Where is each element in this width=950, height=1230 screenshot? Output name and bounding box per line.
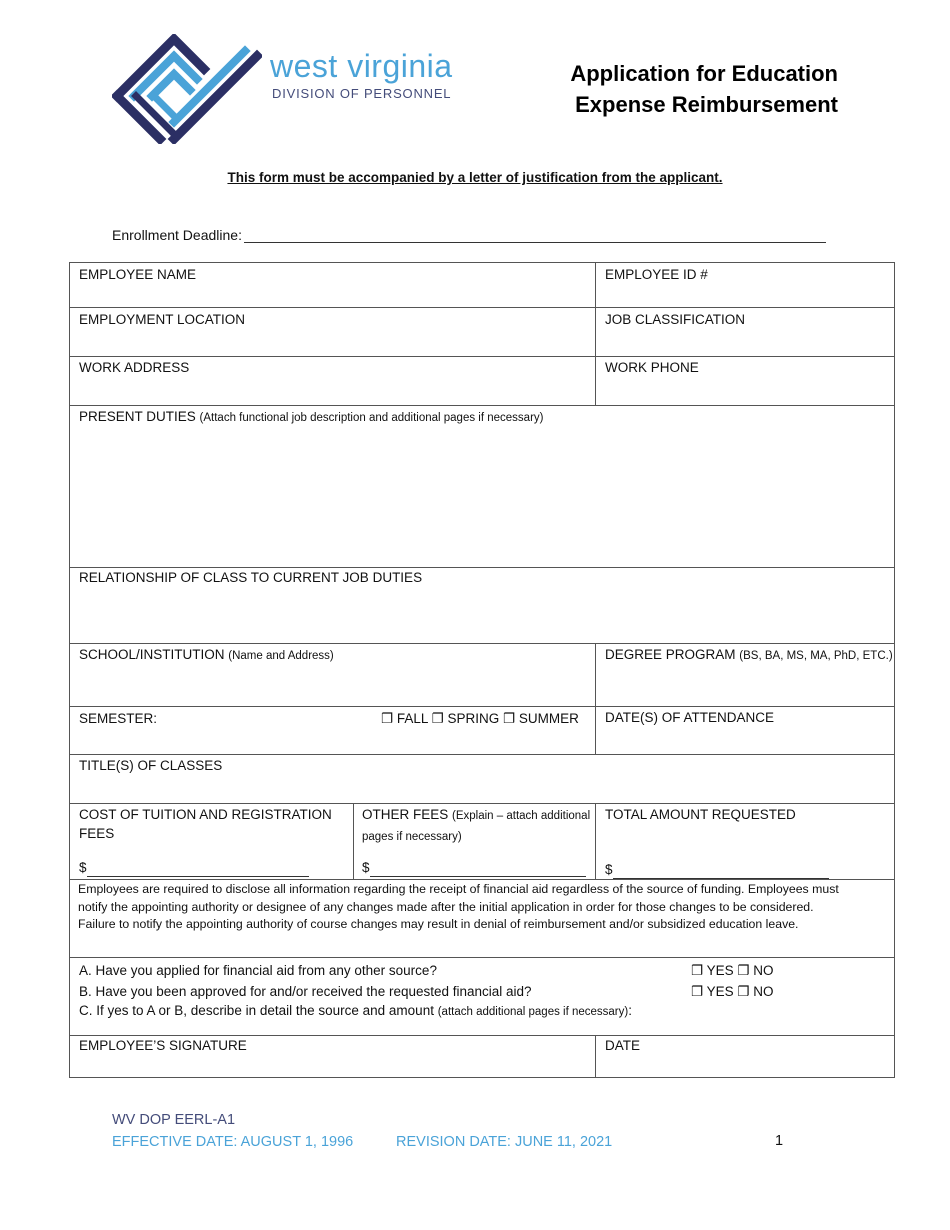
cost-tuition-input[interactable] bbox=[79, 858, 309, 877]
other-fees-dollar: $ bbox=[362, 860, 370, 875]
relationship-label: RELATIONSHIP OF CLASS TO CURRENT JOB DUTIES bbox=[79, 570, 423, 585]
question-c[interactable] bbox=[79, 1001, 632, 1022]
employee-signature-field[interactable] bbox=[79, 1036, 247, 1055]
other-fees-note-2: pages if necessary) bbox=[362, 831, 462, 843]
titles-of-classes-field[interactable] bbox=[79, 756, 222, 775]
title-line-2: Expense Reimbursement bbox=[575, 92, 838, 117]
enrollment-deadline-field[interactable] bbox=[244, 228, 826, 243]
other-fees-note-1: (Explain – attach additional bbox=[452, 810, 591, 822]
date-field[interactable] bbox=[605, 1036, 640, 1055]
question-c-note: (attach additional pages if necessary) bbox=[437, 1006, 629, 1018]
other-fees-input[interactable] bbox=[362, 858, 586, 877]
effective-date: EFFECTIVE DATE: AUGUST 1, 1996 bbox=[112, 1134, 354, 1150]
cost-tuition-line-1: COST OF TUITION AND REGISTRATION bbox=[79, 807, 332, 822]
work-address-label: WORK ADDRESS bbox=[79, 360, 190, 375]
org-subtitle: DIVISION OF PERSONNEL bbox=[272, 86, 452, 101]
document-title bbox=[560, 58, 838, 120]
page-number: 1 bbox=[775, 1133, 784, 1149]
semester-label: SEMESTER: bbox=[79, 711, 158, 726]
school-institution-field[interactable] bbox=[79, 645, 334, 666]
cost-tuition-label bbox=[79, 805, 332, 843]
degree-program-label: DEGREE PROGRAM bbox=[605, 647, 736, 662]
present-duties-label: PRESENT DUTIES bbox=[79, 409, 196, 424]
revision-date: REVISION DATE: JUNE 11, 2021 bbox=[396, 1134, 613, 1150]
dates-attendance-label: DATE(S) OF ATTENDANCE bbox=[605, 710, 775, 725]
employment-location-field[interactable] bbox=[79, 310, 245, 329]
work-phone-field[interactable] bbox=[605, 358, 699, 377]
enrollment-deadline-label: Enrollment Deadline: bbox=[112, 227, 242, 243]
school-institution-label: SCHOOL/INSTITUTION bbox=[79, 647, 225, 662]
enrollment-deadline-row bbox=[112, 227, 826, 243]
employee-signature-label: EMPLOYEE’S SIGNATURE bbox=[79, 1038, 247, 1053]
employee-name-field[interactable] bbox=[79, 265, 196, 284]
application-form-table bbox=[69, 262, 895, 1078]
employee-id-field[interactable] bbox=[605, 265, 708, 284]
disclosure-line-3: Failure to notify the appointing authority of course changes may result in denial of reimbursement and/or subsidized education leave. bbox=[78, 917, 799, 931]
employee-id-label: EMPLOYEE ID # bbox=[605, 267, 708, 282]
financial-aid-disclosure bbox=[78, 881, 888, 934]
work-phone-label: WORK PHONE bbox=[605, 360, 699, 375]
job-classification-field[interactable] bbox=[605, 310, 745, 329]
cost-tuition-line-2: FEES bbox=[79, 826, 115, 841]
question-a: A. Have you applied for financial aid from any other source? bbox=[79, 963, 437, 978]
present-duties-field[interactable] bbox=[79, 407, 543, 428]
degree-program-note: (BS, BA, MS, MA, PhD, ETC.) bbox=[739, 650, 893, 662]
total-requested-input[interactable] bbox=[605, 860, 829, 879]
other-fees-label bbox=[362, 805, 590, 847]
relationship-field[interactable] bbox=[79, 568, 422, 587]
school-institution-note: (Name and Address) bbox=[228, 650, 334, 662]
justification-notice: This form must be accompanied by a letter of justification from the applicant. bbox=[227, 170, 723, 185]
dates-attendance-field[interactable] bbox=[605, 708, 774, 727]
question-c-colon: : bbox=[628, 1003, 632, 1018]
semester-checkboxes[interactable]: ❐ FALL ❐ SPRING ❐ SUMMER bbox=[381, 711, 579, 726]
title-line-1: Application for Education bbox=[570, 61, 838, 86]
work-address-field[interactable] bbox=[79, 358, 189, 377]
disclosure-line-2: notify the appointing authority or designee of any changes made after the initial application in order for those changes to be considered. bbox=[78, 899, 814, 914]
org-name: west virginia bbox=[270, 48, 453, 84]
disclosure-line-1: Employees are required to disclose all information regarding the receipt of financial aid regardless of the source of funding. Employees must bbox=[78, 882, 839, 896]
question-c-text: C. If yes to A or B, describe in detail the source and amount bbox=[79, 1003, 434, 1018]
date-label: DATE bbox=[605, 1038, 641, 1053]
form-code: WV DOP EERL-A1 bbox=[112, 1112, 236, 1128]
total-requested-label: TOTAL AMOUNT REQUESTED bbox=[605, 807, 796, 822]
cost-tuition-dollar: $ bbox=[79, 860, 87, 875]
present-duties-note: (Attach functional job description and additional pages if necessary) bbox=[199, 412, 544, 424]
question-a-yes-no[interactable]: ❐ YES ❐ NO bbox=[691, 963, 774, 978]
total-requested-dollar: $ bbox=[605, 862, 613, 877]
other-fees-title: OTHER FEES bbox=[362, 807, 449, 822]
employment-location-label: EMPLOYMENT LOCATION bbox=[79, 312, 246, 327]
job-classification-label: JOB CLASSIFICATION bbox=[605, 312, 746, 327]
titles-of-classes-label: TITLE(S) OF CLASSES bbox=[79, 758, 223, 773]
question-b: B. Have you been approved for and/or received the requested financial aid? bbox=[79, 984, 532, 999]
question-b-yes-no[interactable]: ❐ YES ❐ NO bbox=[691, 984, 774, 999]
degree-program-field[interactable] bbox=[605, 645, 893, 666]
wv-division-logo bbox=[112, 34, 262, 144]
employee-name-label: EMPLOYEE NAME bbox=[79, 267, 197, 282]
